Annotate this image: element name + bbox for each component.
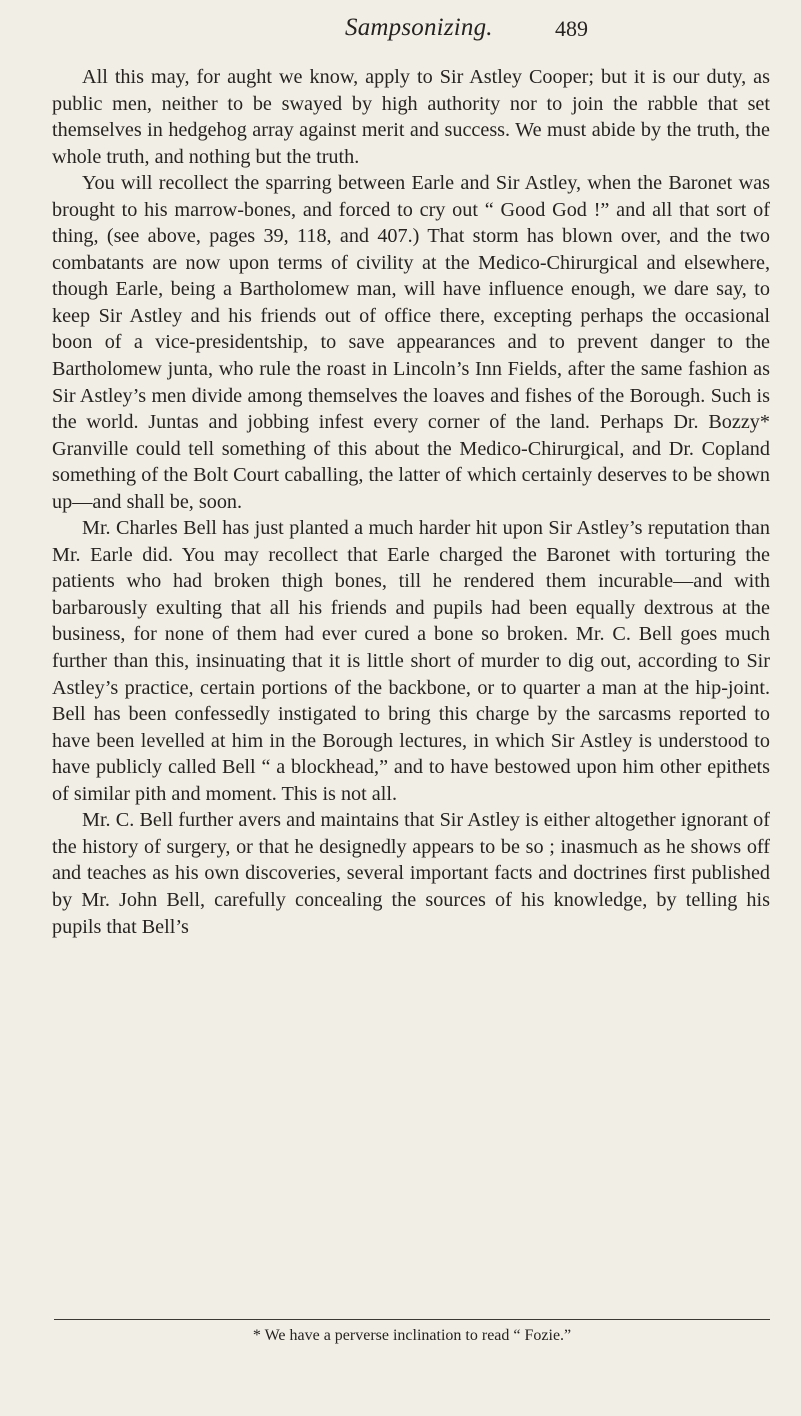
paragraph-3: Mr. Charles Bell has just planted a much harder hit upon Sir Astley’s reputation than Mr. Earle did. You may recollect that Earle charged the Baronet with torturing the patients who had broken thigh bones, till he rendered them incurable—and with barbarously exulting that all his friends and pupils had been equally dextrous at the business, for none of them had ever cured a bone so broken. Mr. C. Bell goes much further than this, insinuating that it is little short of murder to dig out, according to Sir Astley’s practice, certain portions of the backbone, or to quarter a man at the hip-joint. Bell has been confessedly instigated to bring this charge by the sarcasms reported to have been levelled at him in the Borough lectures, in which Sir Astley is understood to have publicly called Bell “ a blockhead,” and to have bestowed upon him other epithets of similar pith and moment. This is not all. [52,517,770,805]
paragraph-4: Mr. C. Bell further avers and maintains that Sir Astley is either altogether ignorant of the history of surgery, or that he designedly appears to be so ; inasmuch as he shows off and teaches as his own discoveries, several important facts and doctrines first published by Mr. John Bell, carefully concealing the sources of his knowledge, by telling his pupils that Bell’s [52,809,770,938]
footnote: * We have a perverse inclination to read “ Fozie.” [252,1327,572,1344]
page-number: 489 [555,16,588,41]
paragraph-2: You will recollect the sparring between Earle and Sir Astley, when the Baronet was brought to his marrow-bones, and forced to cry out “ Good God !” and all that sort of thing, (see above, pages 39, 118, and 407.) That storm has blown over, and the two combatants are now upon terms of civility at the Medico-Chirurgical and elsewhere, though Earle, being a Bartholomew man, will have influence enough, we dare say, to keep Sir Astley and his friends out of office there, excepting perhaps the occasional boon of a vice-presidentship, to save appearances and to prevent danger to the Bartholomew junta, who rule the roast in Lincoln’s Inn Fields, after the same fashion as Sir Astley’s men divide among themselves the loaves and fishes of the Borough. Such is the world. Juntas and jobbing infest every corner of the land. Perhaps Dr. Bozzy* Granville could tell something of this about the Medico-Chirurgical, and Dr. Copland something of the Bolt Court caballing, the latter of which certainly deserves to be shown up—and shall be, soon. [52,172,770,513]
paragraph-1: All this may, for aught we know, apply to Sir Astley Cooper; but it is our duty, as public men, neither to be swayed by high authority nor to join the rabble that set themselves in hedgehog array against merit and success. We must abide by the truth, the whole truth, and nothing but the truth. [52,66,770,168]
footnote-rule [54,1319,770,1320]
body-text [52,64,770,940]
running-head [275,14,588,48]
running-title: Sampsonizing. [345,14,493,41]
